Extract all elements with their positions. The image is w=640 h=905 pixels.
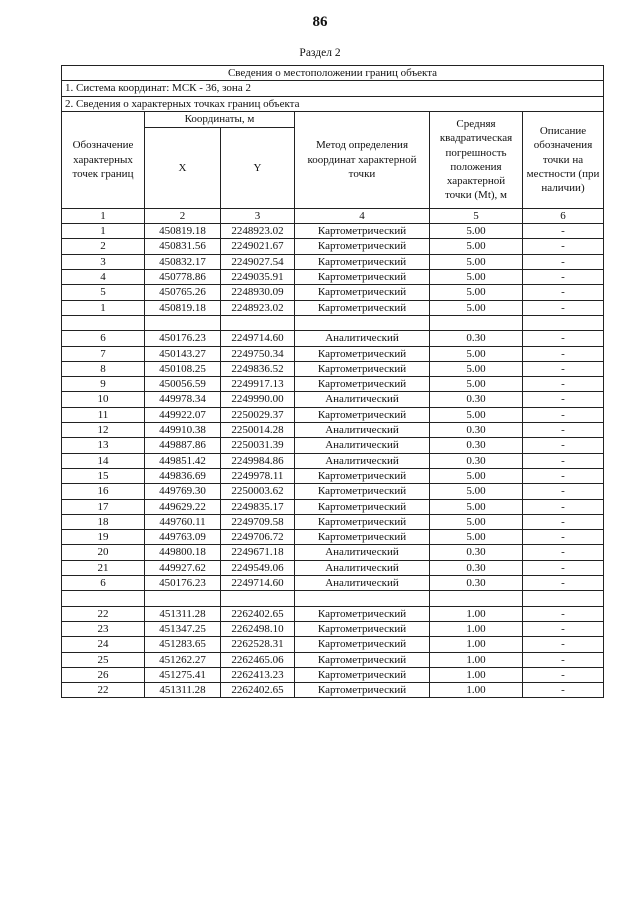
method: Аналитический: [295, 560, 430, 575]
coord-x: 450778.86: [145, 270, 221, 285]
description: -: [523, 560, 604, 575]
error-mt: 5.00: [430, 484, 523, 499]
error-mt: 5.00: [430, 530, 523, 545]
description: -: [523, 377, 604, 392]
coord-x: 449836.69: [145, 468, 221, 483]
method: Аналитический: [295, 545, 430, 560]
error-mt: 5.00: [430, 468, 523, 483]
method: Картометрический: [295, 254, 430, 269]
points-section-title: 2. Сведения о характерных точках границ объекта: [62, 96, 604, 111]
point-id: 22: [62, 683, 145, 698]
coord-x: 451311.28: [145, 683, 221, 698]
method: Картометрический: [295, 346, 430, 361]
description: -: [523, 423, 604, 438]
coord-x: 451347.25: [145, 621, 221, 636]
table-row: [62, 331, 604, 346]
coord-y: 2262402.65: [221, 683, 295, 698]
coord-x: 449978.34: [145, 392, 221, 407]
error-mt: 1.00: [430, 606, 523, 621]
method: Картометрический: [295, 361, 430, 376]
point-id: 15: [62, 468, 145, 483]
column-number: 1: [62, 208, 145, 223]
description: -: [523, 331, 604, 346]
description: -: [523, 392, 604, 407]
table-row: [62, 377, 604, 392]
table-row: [62, 270, 604, 285]
point-id: 9: [62, 377, 145, 392]
description: -: [523, 514, 604, 529]
column-number: 5: [430, 208, 523, 223]
coord-x: 450832.17: [145, 254, 221, 269]
description: -: [523, 621, 604, 636]
method: Аналитический: [295, 392, 430, 407]
method: Картометрический: [295, 239, 430, 254]
point-id: 18: [62, 514, 145, 529]
coord-y: 2248923.02: [221, 224, 295, 239]
error-mt: 5.00: [430, 407, 523, 422]
point-id: 5: [62, 285, 145, 300]
boundary-table: [61, 65, 604, 698]
method: Картометрический: [295, 224, 430, 239]
table-row: [62, 606, 604, 621]
error-mt: 0.30: [430, 331, 523, 346]
table-row: [62, 560, 604, 575]
coord-x: 449851.42: [145, 453, 221, 468]
point-id: 20: [62, 545, 145, 560]
error-mt: 5.00: [430, 224, 523, 239]
coord-y: [221, 315, 295, 330]
point-id: 7: [62, 346, 145, 361]
description: -: [523, 530, 604, 545]
table-row: [62, 361, 604, 376]
error-mt: 1.00: [430, 621, 523, 636]
error-mt: 5.00: [430, 361, 523, 376]
description: -: [523, 499, 604, 514]
description: -: [523, 224, 604, 239]
error-mt: 5.00: [430, 300, 523, 315]
header-y: Y: [221, 127, 295, 208]
point-id: 6: [62, 576, 145, 591]
coord-x: [145, 315, 221, 330]
table-row: [62, 499, 604, 514]
table-row: [62, 637, 604, 652]
column-number: 3: [221, 208, 295, 223]
table-row: [62, 683, 604, 698]
coordinate-system: 1. Система координат: МСК - 36, зона 2: [62, 81, 604, 96]
column-number: 6: [523, 208, 604, 223]
header-method: Метод определения координат характерной точки: [295, 111, 430, 208]
coord-y: 2249035.91: [221, 270, 295, 285]
description: -: [523, 407, 604, 422]
header-error: Средняя квадратическая погрешность положения характерной точки (Mt), м: [430, 111, 523, 208]
description: -: [523, 606, 604, 621]
description: -: [523, 285, 604, 300]
method: Картометрический: [295, 637, 430, 652]
description: -: [523, 652, 604, 667]
method: [295, 591, 430, 606]
point-id: 17: [62, 499, 145, 514]
coord-x: 449800.18: [145, 545, 221, 560]
point-id: 14: [62, 453, 145, 468]
table-row: [62, 667, 604, 682]
coord-y: 2262402.65: [221, 606, 295, 621]
table-row: [62, 652, 604, 667]
error-mt: 5.00: [430, 499, 523, 514]
coord-y: 2249917.13: [221, 377, 295, 392]
error-mt: 5.00: [430, 239, 523, 254]
coord-y: 2249549.06: [221, 560, 295, 575]
table-row: [62, 392, 604, 407]
coord-y: 2250003.62: [221, 484, 295, 499]
method: Аналитический: [295, 331, 430, 346]
description: -: [523, 300, 604, 315]
error-mt: 0.30: [430, 438, 523, 453]
coord-x: 450831.56: [145, 239, 221, 254]
method: Аналитический: [295, 576, 430, 591]
coord-y: 2249984.86: [221, 453, 295, 468]
column-number: 4: [295, 208, 430, 223]
coord-y: 2262465.06: [221, 652, 295, 667]
point-id: 2: [62, 239, 145, 254]
table-row: [62, 545, 604, 560]
table-row: [62, 438, 604, 453]
method: [295, 315, 430, 330]
error-mt: 0.30: [430, 545, 523, 560]
error-mt: 0.30: [430, 576, 523, 591]
coord-y: 2250029.37: [221, 407, 295, 422]
method: Аналитический: [295, 438, 430, 453]
table-row: [62, 514, 604, 529]
blank-row: [62, 315, 604, 330]
table-row: [62, 530, 604, 545]
description: -: [523, 453, 604, 468]
coord-x: 451275.41: [145, 667, 221, 682]
table-row: [62, 239, 604, 254]
blank-row: [62, 591, 604, 606]
point-id: [62, 315, 145, 330]
error-mt: 1.00: [430, 667, 523, 682]
coord-y: 2249750.34: [221, 346, 295, 361]
error-mt: 5.00: [430, 285, 523, 300]
header-point-designation: Обозначение характерных точек границ: [62, 111, 145, 208]
method: Аналитический: [295, 453, 430, 468]
table-row: [62, 423, 604, 438]
description: -: [523, 468, 604, 483]
coord-x: 449760.11: [145, 514, 221, 529]
point-id: 19: [62, 530, 145, 545]
coord-x: 449910.38: [145, 423, 221, 438]
coord-x: 449887.86: [145, 438, 221, 453]
method: Картометрический: [295, 468, 430, 483]
method: Картометрический: [295, 652, 430, 667]
method: Картометрический: [295, 621, 430, 636]
coord-y: 2249027.54: [221, 254, 295, 269]
column-number: 2: [145, 208, 221, 223]
description: -: [523, 667, 604, 682]
point-id: 10: [62, 392, 145, 407]
error-mt: 5.00: [430, 270, 523, 285]
coord-y: 2249021.67: [221, 239, 295, 254]
point-id: 12: [62, 423, 145, 438]
description: -: [523, 545, 604, 560]
table-row: [62, 468, 604, 483]
error-mt: 5.00: [430, 514, 523, 529]
point-id: 22: [62, 606, 145, 621]
coord-y: 2248923.02: [221, 300, 295, 315]
coord-x: 451262.27: [145, 652, 221, 667]
description: -: [523, 361, 604, 376]
coord-x: 450108.25: [145, 361, 221, 376]
point-id: 23: [62, 621, 145, 636]
method: Картометрический: [295, 530, 430, 545]
coord-y: 2262498.10: [221, 621, 295, 636]
coord-x: 451311.28: [145, 606, 221, 621]
coord-y: [221, 591, 295, 606]
table-row: [62, 576, 604, 591]
coord-y: 2249990.00: [221, 392, 295, 407]
error-mt: 1.00: [430, 637, 523, 652]
method: Картометрический: [295, 285, 430, 300]
method: Картометрический: [295, 514, 430, 529]
description: -: [523, 576, 604, 591]
point-id: 4: [62, 270, 145, 285]
coord-y: 2249978.11: [221, 468, 295, 483]
coord-x: 450176.23: [145, 576, 221, 591]
coord-y: 2262528.31: [221, 637, 295, 652]
section-label: Раздел 2: [299, 47, 341, 59]
point-id: 1: [62, 224, 145, 239]
coord-y: 2249709.58: [221, 514, 295, 529]
table-title: Сведения о местоположении границ объекта: [62, 66, 604, 81]
point-id: 13: [62, 438, 145, 453]
point-id: 25: [62, 652, 145, 667]
coord-x: 449769.30: [145, 484, 221, 499]
table-row: [62, 484, 604, 499]
coord-y: 2250031.39: [221, 438, 295, 453]
method: Картометрический: [295, 377, 430, 392]
description: -: [523, 637, 604, 652]
table-row: [62, 346, 604, 361]
coord-y: 2249835.17: [221, 499, 295, 514]
point-id: 21: [62, 560, 145, 575]
table-row: [62, 621, 604, 636]
table-row: [62, 285, 604, 300]
error-mt: [430, 591, 523, 606]
method: Картометрический: [295, 407, 430, 422]
method: Картометрический: [295, 667, 430, 682]
coord-y: 2250014.28: [221, 423, 295, 438]
method: Картометрический: [295, 300, 430, 315]
coord-x: 449927.62: [145, 560, 221, 575]
coord-x: 450056.59: [145, 377, 221, 392]
coord-x: [145, 591, 221, 606]
method: Картометрический: [295, 606, 430, 621]
point-id: 26: [62, 667, 145, 682]
point-id: [62, 591, 145, 606]
table-row: [62, 300, 604, 315]
header-x: X: [145, 127, 221, 208]
method: Картометрический: [295, 270, 430, 285]
error-mt: 0.30: [430, 453, 523, 468]
coord-x: 450176.23: [145, 331, 221, 346]
description: [523, 591, 604, 606]
error-mt: 1.00: [430, 652, 523, 667]
error-mt: 0.30: [430, 392, 523, 407]
coord-x: 450819.18: [145, 300, 221, 315]
error-mt: 5.00: [430, 254, 523, 269]
error-mt: 0.30: [430, 560, 523, 575]
coord-y: 2249706.72: [221, 530, 295, 545]
header-description: Описание обозначения точки на местности (при наличии): [523, 111, 604, 208]
table-row: [62, 407, 604, 422]
coord-x: 450819.18: [145, 224, 221, 239]
coord-y: 2248930.09: [221, 285, 295, 300]
point-id: 8: [62, 361, 145, 376]
coord-x: 451283.65: [145, 637, 221, 652]
description: -: [523, 484, 604, 499]
coord-x: 449922.07: [145, 407, 221, 422]
coord-x: 449629.22: [145, 499, 221, 514]
description: -: [523, 438, 604, 453]
table-row: [62, 453, 604, 468]
page-number: 86: [312, 14, 328, 30]
point-id: 1: [62, 300, 145, 315]
description: -: [523, 346, 604, 361]
description: -: [523, 239, 604, 254]
coord-y: 2249714.60: [221, 331, 295, 346]
table-row: [62, 224, 604, 239]
point-id: 16: [62, 484, 145, 499]
coord-y: 2262413.23: [221, 667, 295, 682]
coord-y: 2249671.18: [221, 545, 295, 560]
coord-x: 449763.09: [145, 530, 221, 545]
error-mt: 1.00: [430, 683, 523, 698]
coord-x: 450143.27: [145, 346, 221, 361]
coord-y: 2249836.52: [221, 361, 295, 376]
description: [523, 315, 604, 330]
method: Картометрический: [295, 683, 430, 698]
method: Аналитический: [295, 423, 430, 438]
method: Картометрический: [295, 484, 430, 499]
error-mt: 0.30: [430, 423, 523, 438]
description: -: [523, 683, 604, 698]
error-mt: 5.00: [430, 377, 523, 392]
coord-y: 2249714.60: [221, 576, 295, 591]
point-id: 24: [62, 637, 145, 652]
table-row: [62, 254, 604, 269]
description: -: [523, 270, 604, 285]
header-coordinates: Координаты, м: [145, 111, 295, 127]
error-mt: [430, 315, 523, 330]
description: -: [523, 254, 604, 269]
point-id: 6: [62, 331, 145, 346]
point-id: 3: [62, 254, 145, 269]
coord-x: 450765.26: [145, 285, 221, 300]
method: Картометрический: [295, 499, 430, 514]
point-id: 11: [62, 407, 145, 422]
error-mt: 5.00: [430, 346, 523, 361]
